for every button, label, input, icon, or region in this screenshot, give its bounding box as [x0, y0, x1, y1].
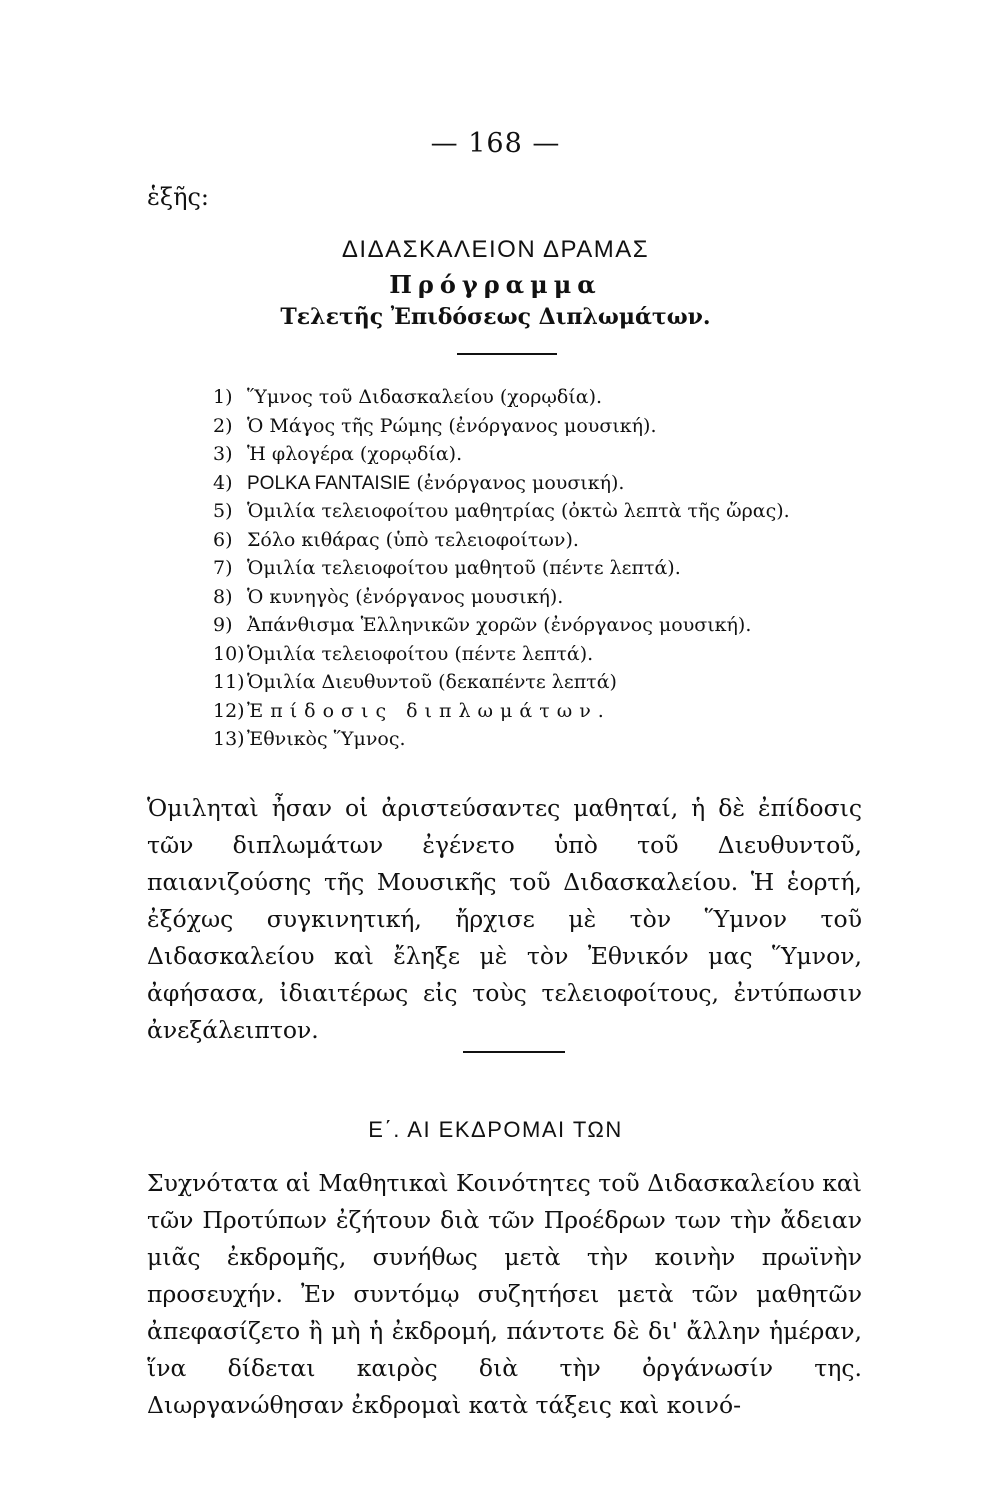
- program-item: [213, 611, 790, 640]
- item-number: 9): [213, 614, 233, 636]
- item-number: 2): [213, 414, 233, 437]
- program-item: [213, 469, 790, 498]
- program-item: [213, 412, 790, 441]
- item-text: (ἐνόργανος μουσική).: [410, 471, 625, 494]
- program-title: Πρόγραμμα: [389, 270, 602, 299]
- item-number: 1): [213, 386, 233, 408]
- section-heading: Ε΄. ΑΙ ΕΚΔΡΟΜΑΙ ΤΩΝ: [368, 1117, 623, 1142]
- item-text: Ὁμιλία τελειοφοίτου (πέντε λεπτά).: [247, 642, 594, 665]
- item-number: 13): [213, 728, 245, 750]
- program-item: [213, 725, 790, 754]
- item-text: Σόλο κιθάρας (ὑπὸ τελειοφοίτων).: [247, 528, 579, 551]
- item-number: 6): [213, 528, 233, 551]
- page-number: — 168 —: [430, 128, 561, 159]
- program-item: [213, 554, 790, 583]
- program-item: [213, 383, 790, 412]
- item-number: 8): [213, 585, 233, 608]
- divider-rule: [463, 1051, 565, 1053]
- item-text: Ἐπίδοσις διπλωμάτων.: [247, 699, 611, 722]
- excursions-paragraph: Συχνότατα αἱ Μαθητικαὶ Κοινότητες τοῦ Διδασκαλείου καὶ τῶν Προτύπων ἐζήτουν διὰ τῶν Προέδρων των τὴν ἄδειαν μιᾶς ἐκδρομῆς, συνήθως μετὰ τὴν κοινὴν πρωϊνὴν προσευχήν. Ἐν συντόμῳ συζητήσει μετὰ τῶν μαθητῶν ἀπεφασίζετο ἢ μὴ ἡ ἐκδρομή, πάντοτε δὲ δι' ἄλλην ἡμέραν, ἵνα δίδεται καιρὸς διὰ τὴν ὀργάνωσίν της. Διωργανώθησαν ἐκδρομαὶ κατὰ τάξεις καὶ κοινό-: [147, 1169, 862, 1419]
- item-text: Ὁμιλία τελειοφοίτου μαθητρίας (ὀκτὼ λεπτὰ τῆς ὥρας).: [247, 500, 790, 522]
- program-item: [213, 697, 790, 726]
- item-text: Ὁμιλία Διευθυντοῦ (δεκαπέντε λεπτά): [247, 671, 617, 693]
- item-number: 12): [213, 699, 245, 722]
- item-text: Ὕμνος τοῦ Διδασκαλείου (χορῳδία).: [247, 386, 603, 408]
- program-item: [213, 440, 790, 469]
- item-number: 5): [213, 500, 233, 522]
- item-text: Ἐθνικὸς Ὕμνος.: [247, 728, 406, 750]
- program-item: [213, 583, 790, 612]
- item-number: 4): [213, 471, 233, 494]
- item-number: 7): [213, 557, 233, 579]
- school-heading: ΔΙΔΑΣΚΑΛΕΙΟΝ ΔΡΑΜΑΣ: [341, 236, 650, 263]
- program-item: [213, 497, 790, 526]
- program-item: [213, 640, 790, 669]
- speakers-paragraph: Ὁμιληταὶ ἦσαν οἱ ἀριστεύσαντες μαθηταί, ἡ δὲ ἐπίδοσις τῶν διπλωμάτων ἐγένετο ὑπὸ τοῦ Διευθυντοῦ, παιανιζούσης τῆς Μουσικῆς τοῦ Διδασκαλείου. Ἡ ἑορτή, ἐξόχως συγκινητική, ἤρχισε μὲ τὸν Ὕμνον τοῦ Διδασκαλείου καὶ ἔληξε μὲ τὸν Ἐθνικόν μας Ὕμνον, ἀφήσασα, ἰδιαιτέρως εἰς τοὺς τελειοφοίτους, ἐντύπωσιν ἀνεξάλειπτον.: [147, 794, 862, 1044]
- item-text: Ὁ Μάγος τῆς Ρώμης (ἐνόργανος μουσική).: [247, 414, 657, 437]
- item-text: Ὁ κυνηγὸς (ἐνόργανος μουσική).: [247, 585, 564, 608]
- item-number: 3): [213, 443, 233, 465]
- program-list: [213, 383, 790, 754]
- item-text: Ὁμιλία τελειοφοίτου μαθητοῦ (πέντε λεπτά).: [247, 557, 681, 579]
- item-text: Ἀπάνθισμα Ἑλληνικῶν χορῶν (ἐνόργανος μουσική).: [247, 614, 752, 636]
- program-item: [213, 526, 790, 555]
- program-item: [213, 668, 790, 697]
- item-title-latin: POLKA FANTAISIE: [247, 472, 411, 494]
- divider-rule: [457, 353, 557, 355]
- ceremony-subtitle: Τελετῆς Ἐπιδόσεως Διπλωμάτων.: [280, 304, 711, 330]
- item-number: 11): [213, 671, 245, 693]
- lead-word: ἑξῆς:: [147, 183, 210, 211]
- item-number: 10): [213, 642, 245, 665]
- item-text: Ἡ φλογέρα (χορῳδία).: [247, 443, 463, 465]
